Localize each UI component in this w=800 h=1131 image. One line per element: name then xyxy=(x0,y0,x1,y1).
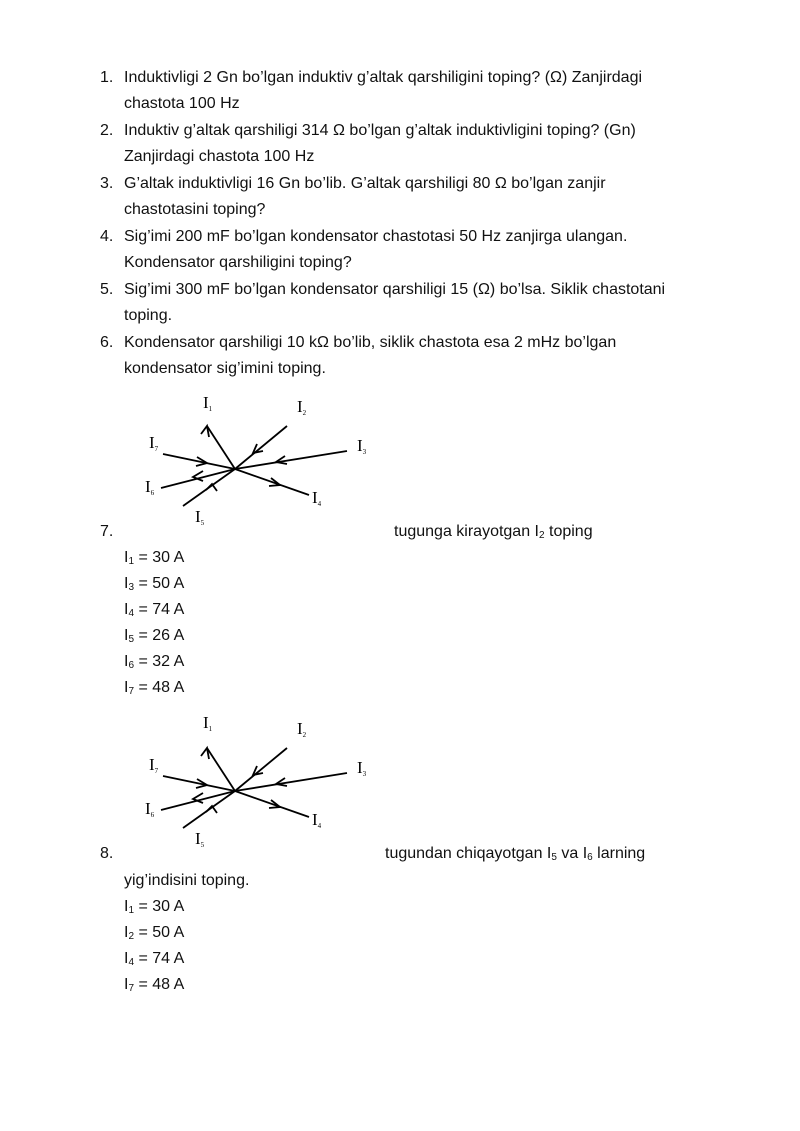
problem-8-question-line-2: yig’indisini toping. xyxy=(124,872,250,889)
branch-i4 xyxy=(235,469,309,495)
given-line: $I_7 = 48$ A xyxy=(124,679,185,697)
problem-8-question: tugundan chiqayotgan $I_5$ va $I_6$ larning xyxy=(385,845,646,863)
label-i1: I1 xyxy=(203,393,213,413)
problem-2-number: 2. xyxy=(100,122,114,139)
node-diagram-7 xyxy=(135,388,395,528)
problem-7-number: 7. xyxy=(100,523,114,540)
problem-2-line-1: Induktiv g’altak qarshiligi 314 Ω bo’lgan g’altak induktivligini toping? (Gn) xyxy=(124,122,636,139)
branch-i7 xyxy=(163,454,235,469)
problem-5-line-1: Sig’imi 300 mF bo’lgan kondensator qarshiligi 15 (Ω) bo’lsa. Siklik chastotani xyxy=(124,281,666,298)
problem-3-line-1: G’altak induktivligi 16 Gn bo’lib. G’altak qarshiligi 80 Ω bo’lgan zanjir xyxy=(124,175,606,192)
label-i6: I6 xyxy=(145,799,155,819)
branch-i1 xyxy=(207,426,235,469)
problem-4-number: 4. xyxy=(100,228,114,245)
label-i1: I1 xyxy=(203,713,213,733)
problem-1-line-1: Induktivligi 2 Gn bo’lgan induktiv g’altak qarshiligini toping? (Ω) Zanjirdagi xyxy=(124,69,643,86)
problem-6-line-1: Kondensator qarshiligi 10 kΩ bo’lib, siklik chastota esa 2 mHz bo’lgan xyxy=(124,334,617,351)
problem-5-number: 5. xyxy=(100,281,114,298)
problem-6-line-2: kondensator sig’imini toping. xyxy=(124,360,326,377)
problem-7-question: tugunga kirayotgan $I_2$ toping xyxy=(394,523,593,541)
label-i3: I3 xyxy=(357,436,367,456)
label-i7: I7 xyxy=(149,755,159,775)
problem-4-line-2: Kondensator qarshiligini toping? xyxy=(124,254,352,271)
given-line: $I_5 = 26$ A xyxy=(124,627,185,645)
label-i4: I4 xyxy=(312,810,322,830)
node-diagram-8 xyxy=(135,710,395,850)
problem-1-line-2: chastota 100 Hz xyxy=(124,95,240,112)
problem-2-line-2: Zanjirdagi chastota 100 Hz xyxy=(124,148,315,165)
branch-i1 xyxy=(207,748,235,791)
given-line: $I_2 = 50$ A xyxy=(124,924,185,942)
given-line: $I_6 = 32$ A xyxy=(124,653,185,671)
label-i3: I3 xyxy=(357,758,367,778)
given-line: $I_1 = 30$ A xyxy=(124,549,185,567)
label-i5: I5 xyxy=(195,829,205,849)
problem-8-number: 8. xyxy=(100,845,114,862)
label-i6: I6 xyxy=(145,477,155,497)
given-line: $I_4 = 74$ A xyxy=(124,950,185,968)
branch-i4 xyxy=(235,791,309,817)
label-i2: I2 xyxy=(297,719,307,739)
problem-1-number: 1. xyxy=(100,69,114,86)
problem-5-line-2: toping. xyxy=(124,307,173,324)
problem-3-number: 3. xyxy=(100,175,114,192)
label-i2: I2 xyxy=(297,397,307,417)
label-i7: I7 xyxy=(149,433,159,453)
problem-3-line-2: chastotasini toping? xyxy=(124,201,266,218)
given-line: $I_1 = 30$ A xyxy=(124,898,185,916)
branch-i7 xyxy=(163,776,235,791)
given-line: $I_4 = 74$ A xyxy=(124,601,185,619)
problem-4-line-1: Sig’imi 200 mF bo’lgan kondensator chastotasi 50 Hz zanjirga ulangan. xyxy=(124,228,628,245)
given-line: $I_3 = 50$ A xyxy=(124,575,185,593)
problem-6-number: 6. xyxy=(100,334,114,351)
label-i4: I4 xyxy=(312,488,322,508)
given-line: $I_7 = 48$ A xyxy=(124,976,185,994)
label-i5: I5 xyxy=(195,507,205,527)
